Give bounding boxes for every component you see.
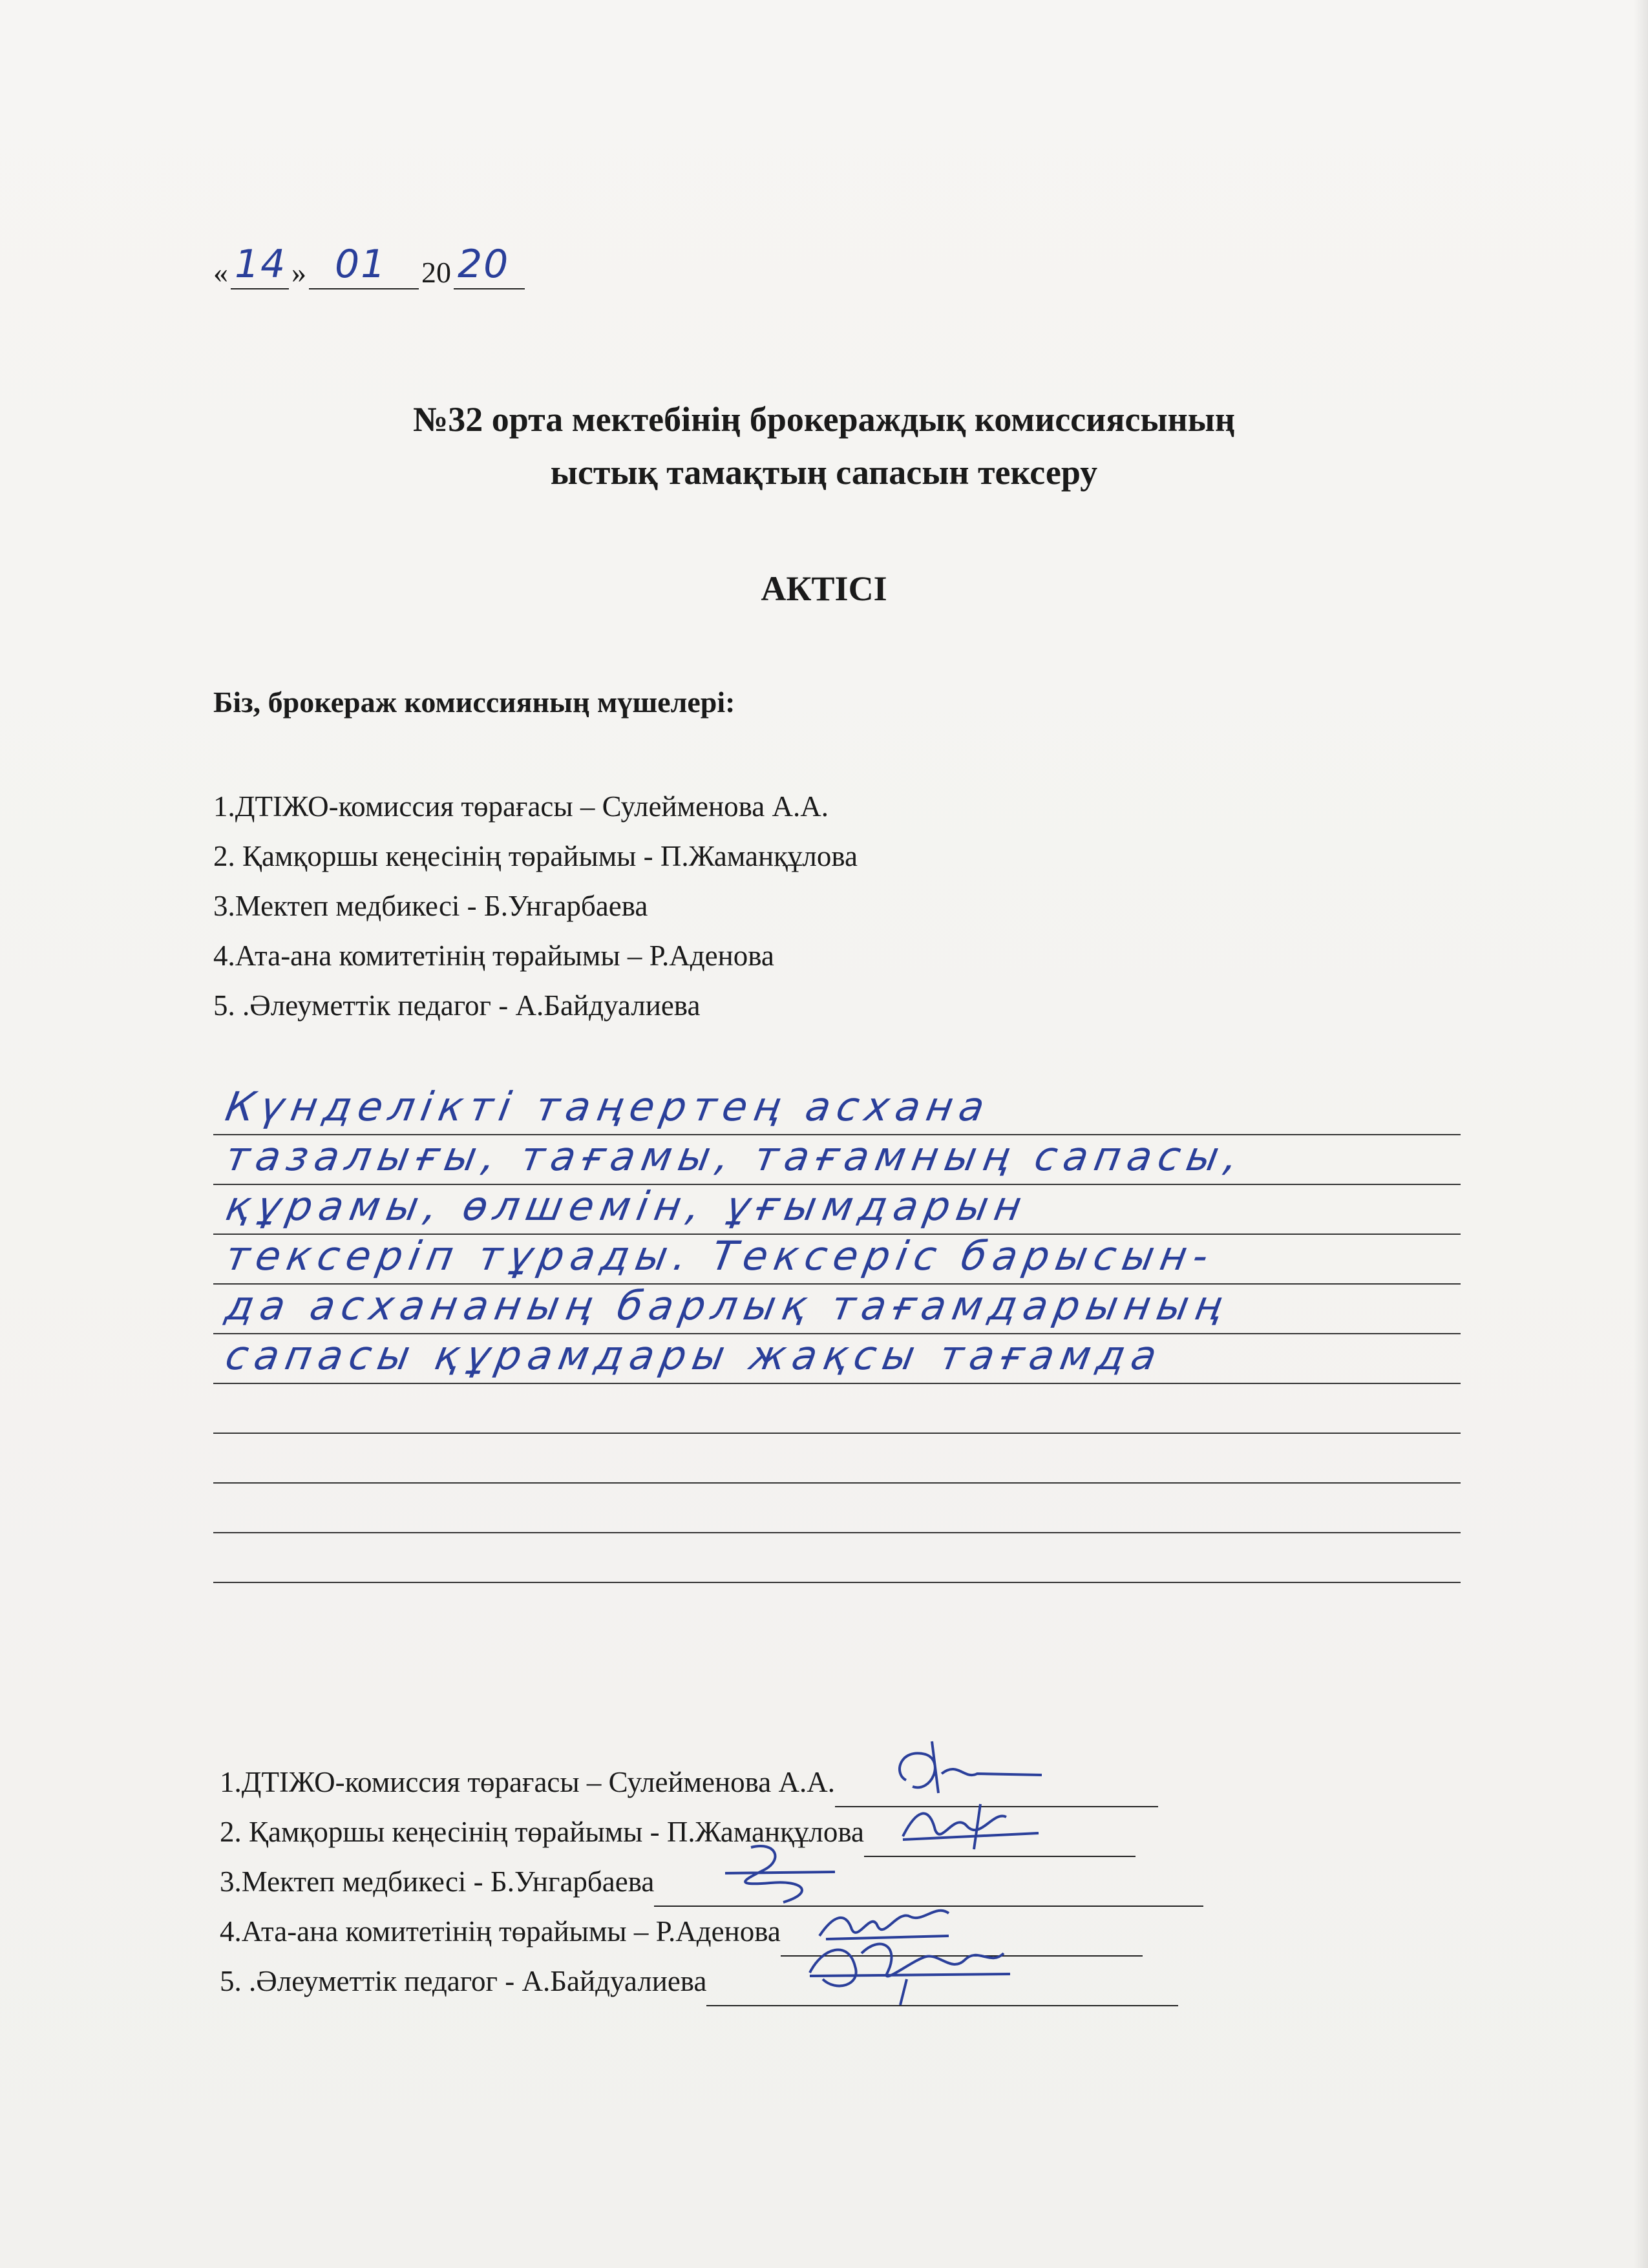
- signer-name: 2. Қамқоршы кеңесінің төрайымы - П.Жаманқұлова: [220, 1816, 864, 1848]
- ruled-line: [213, 1232, 1461, 1285]
- ruled-line: [213, 1334, 1461, 1384]
- handwritten-line: құрамы, өлшемін, ұғымдарын: [222, 1182, 1032, 1230]
- ruled-line: [213, 1484, 1461, 1533]
- signatures-list: [220, 1758, 1203, 2006]
- handwritten-line: тазалығы, тағамы, тағамның сапасы,: [222, 1133, 1249, 1180]
- date-year-blank: [454, 242, 525, 289]
- signature-row: [220, 1857, 1203, 1907]
- ruled-notes-area: [213, 1083, 1461, 1583]
- ruled-line: [213, 1384, 1461, 1434]
- signature-icon: [890, 1798, 1045, 1856]
- page-edge-shadow: [1634, 0, 1648, 2268]
- signature-line: [864, 1817, 1136, 1857]
- ruled-line: [213, 1083, 1461, 1135]
- signer-name: 4.Ата-ана комитетінің төрайымы – Р.Аденова: [220, 1915, 781, 1948]
- members-list: [213, 782, 858, 1031]
- date-year-prefix: 20: [421, 256, 451, 289]
- document-title-line-2: ыстық тамақтың сапасын тексеру: [550, 453, 1098, 492]
- date-month: 01: [335, 242, 387, 287]
- member-item: 4.Ата-ана комитетінің төрайымы – Р.Аденова: [213, 940, 774, 972]
- date-open-quote: «: [213, 256, 228, 289]
- document-title-line-1: №32 орта мектебінің брокераждық комиссиясының: [413, 400, 1235, 439]
- date-month-blank: [309, 242, 419, 289]
- member-item: 1.ДТІЖО-комиссия төрағасы – Сулейменова А.А.: [213, 790, 829, 823]
- signature-icon: [880, 1735, 1048, 1806]
- ruled-line: [213, 1182, 1461, 1235]
- date-year-suffix: 20: [458, 242, 510, 287]
- signer-name: 1.ДТІЖО-комиссия төрағасы – Сулейменова А.А.: [220, 1766, 835, 1798]
- signature-icon: [797, 1921, 1017, 2005]
- handwritten-line: да асхананың барлық тағамдарының: [222, 1282, 1232, 1329]
- member-item: 5. .Әлеуметтік педагог - А.Байдуалиева: [213, 989, 701, 1022]
- signature-line: [706, 1966, 1178, 2006]
- signer-name: 3.Мектеп медбикесі - Б.Унгарбаева: [220, 1865, 655, 1898]
- signature-row: [220, 1758, 1203, 1807]
- date-close-quote: »: [291, 256, 306, 289]
- handwritten-line: тексеріп тұрады. Тексеріс барысын-: [222, 1232, 1219, 1279]
- commission-intro: Біз, брокераж комиссияның мүшелері:: [213, 686, 735, 719]
- handwritten-line: Күнделікті таңертең асхана: [222, 1083, 995, 1130]
- signature-row: [220, 1957, 1203, 2006]
- member-item: 3.Мектеп медбикесі - Б.Унгарбаева: [213, 890, 648, 922]
- date-day: 14: [235, 242, 287, 287]
- signer-name: 5. .Әлеуметтік педагог - А.Байдуалиева: [220, 1965, 707, 1997]
- member-item: 2. Қамқоршы кеңесінің төрайымы - П.Жаманқұлова: [213, 840, 858, 872]
- signature-row: [220, 1907, 1203, 1957]
- ruled-line: [213, 1282, 1461, 1334]
- ruled-line: [213, 1135, 1461, 1185]
- document-title-act: АКТІСІ: [761, 569, 887, 608]
- date-line: [213, 238, 527, 289]
- ruled-line: [213, 1434, 1461, 1484]
- date-day-blank: [231, 242, 289, 289]
- handwritten-line: сапасы құрамдары жақсы тағамда: [222, 1332, 1167, 1379]
- ruled-line: [213, 1533, 1461, 1583]
